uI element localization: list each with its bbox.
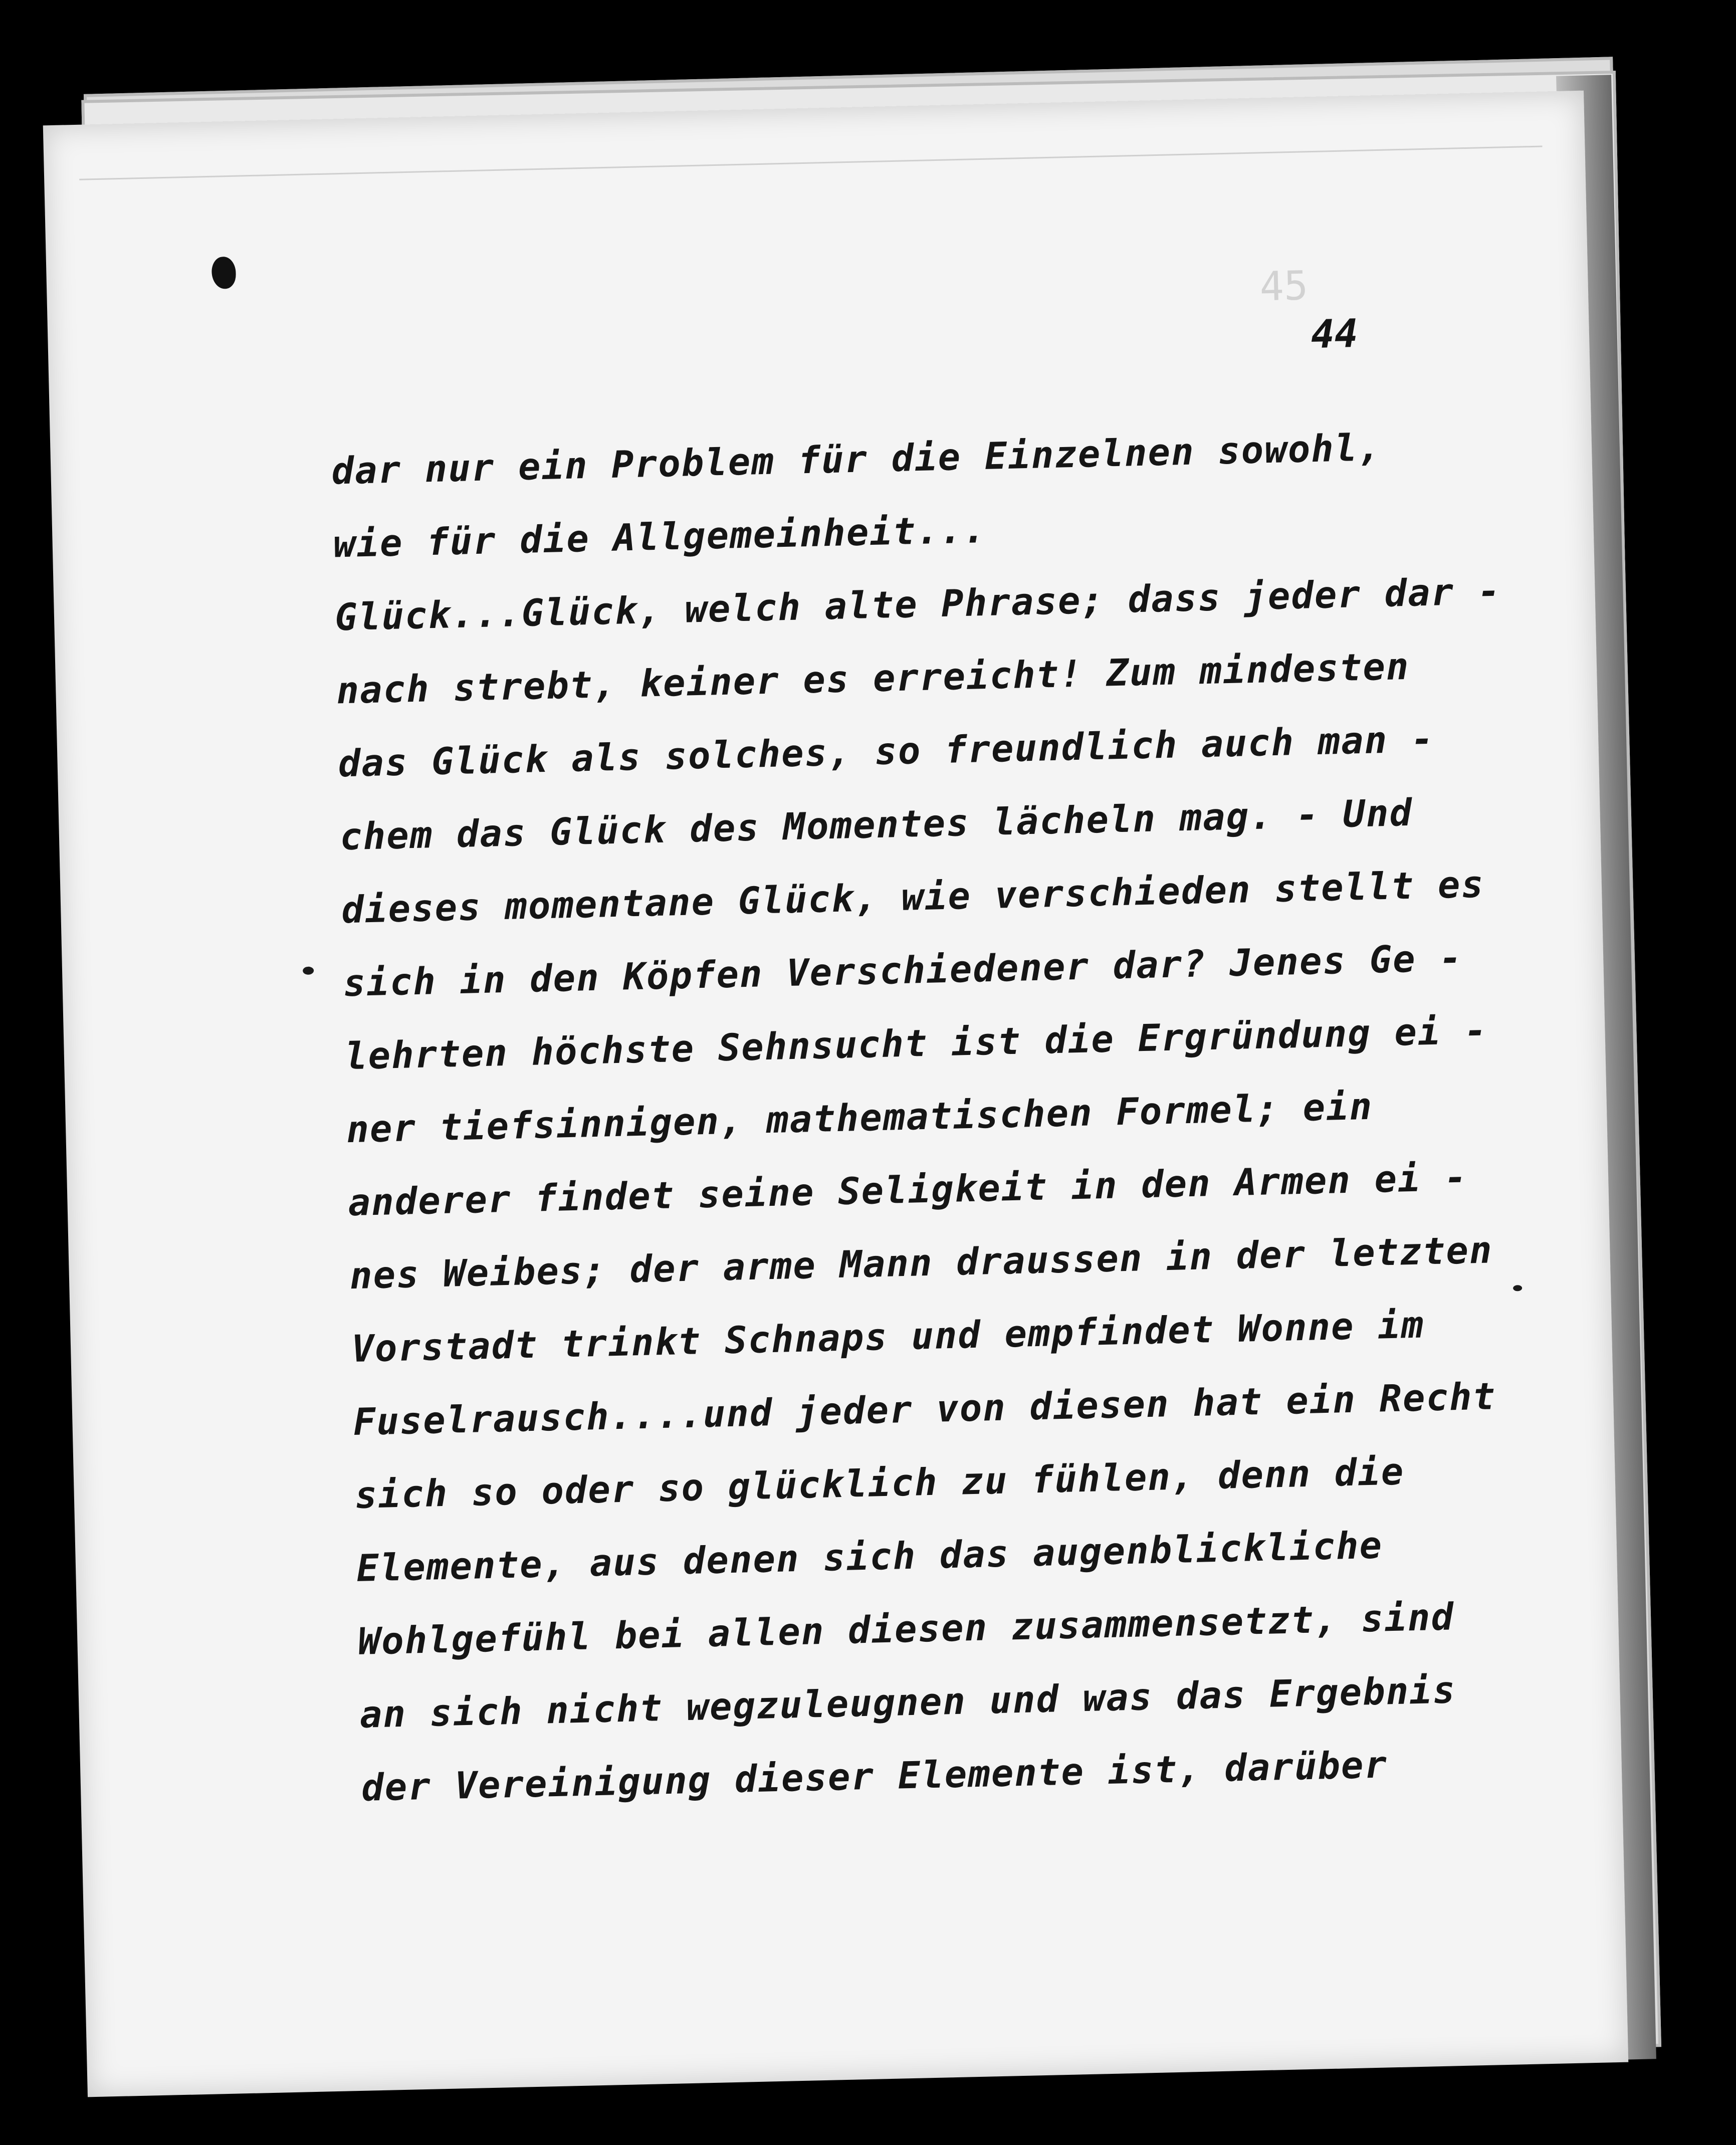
punch-hole-mark (211, 257, 236, 289)
text-line: wie für die Allgemeinheit... (332, 508, 987, 566)
ink-speck (303, 967, 314, 975)
text-line: an sich nicht wegzuleugnen und was das Ergebnis (359, 1668, 1457, 1737)
page-number: 44 (1310, 311, 1359, 358)
text-line: das Glück als solches, so freundlich auch man - (337, 717, 1435, 786)
text-line: anderer findet seine Seligkeit in den Armen ei - (347, 1156, 1468, 1225)
page-fold-line (79, 146, 1542, 180)
text-line: der Vereinigung dieser Elemente ist, darüber (361, 1743, 1388, 1810)
body-text (331, 421, 1615, 1840)
text-line: dieses momentane Glück, wie verschieden stellt es (341, 863, 1485, 932)
text-line: chem das Glück des Momentes lächeln mag. - Und (339, 791, 1413, 859)
text-line: ner tiefsinnigen, mathematischen Formel; ein (346, 1085, 1374, 1152)
text-line: sich so oder so glücklich zu fühlen, denn die (354, 1450, 1405, 1517)
text-line: nach strebt, keiner es erreicht! Zum mindesten (336, 645, 1410, 713)
text-line: nes Weibes; der arme Mann draussen in der letzten (349, 1228, 1493, 1298)
text-line: Wohlgefühl bei allen diesen zusammensetzt, sind (357, 1595, 1455, 1663)
text-line: sich in den Köpfen Verschiedener dar? Jenes Ge - (342, 936, 1463, 1005)
text-line: dar nur ein Problem für die Einzelnen sowohl, (331, 425, 1382, 493)
ghost-page-number: 45 (1259, 262, 1309, 310)
typewritten-page (43, 91, 1628, 2097)
text-line: Glück...Glück, welch alte Phrase; dass jeder dar - (334, 569, 1502, 639)
text-line: lehrten höchste Sehnsucht ist die Ergründung ei - (344, 1009, 1488, 1079)
text-line: Elemente, aus denen sich das augenblickliche (356, 1524, 1383, 1590)
text-line: Fuselrausch....und jeder von diesen hat ein Recht (352, 1375, 1497, 1444)
text-line: Vorstadt trinkt Schnaps und empfindet Wonne im (351, 1303, 1425, 1371)
